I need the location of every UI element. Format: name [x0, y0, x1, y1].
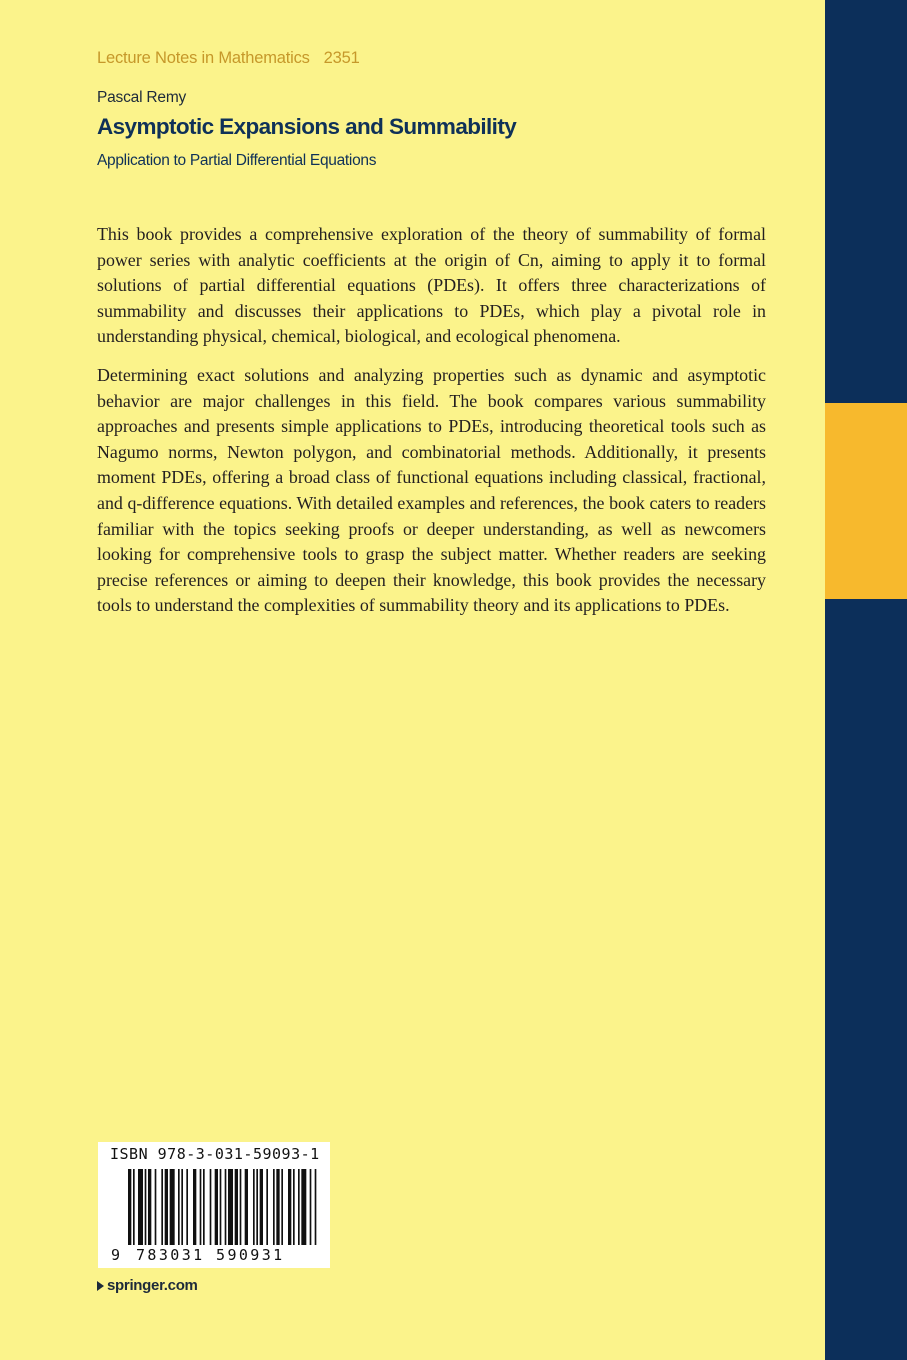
ean-digits: 783031 590931 — [136, 1246, 285, 1264]
ean-first-digit: 9 — [111, 1246, 121, 1264]
description-paragraph: Determining exact solutions and analyzing properties such as dynamic and asymptotic behavior are major challenges in this field. The book compares various summability approaches and presents simple applications to PDEs, introducing theoretical tools such as Nagumo norms, Newton polygon, and combinatorial methods. Additionally, it presents moment PDEs, offering a broad class of functional equations including classical, fractional, and q-difference equations. With detailed examples and references, the book caters to readers familiar with the topics seeking proofs or deeper understanding, as well as newcomers looking for comprehensive tools to grasp the subject matter. Whether readers are seeking precise references or aiming to deepen their knowledge, this book provides the necessary tools to understand the complexities of summability theory and its applications to PDEs. — [97, 364, 766, 616]
book-title: Asymptotic Expansions and Summability — [97, 114, 517, 139]
barcode-box — [98, 1142, 330, 1268]
series-line — [97, 49, 360, 68]
author-name: Pascal Remy — [97, 89, 187, 106]
description-paragraph: This book provides a comprehensive exploration of the theory of summability of formal power series with analytic coefficients at the origin of Cn, aiming to apply it to formal solutions of partial differential equations (PDEs). It offers three characterizations of summability and discusses their applications to PDEs, which play a pivotal role in understanding physical, chemical, biological, and ecological phenomena. — [97, 224, 766, 347]
website-label: springer.com — [107, 1277, 198, 1294]
barcode-icon — [128, 1169, 318, 1245]
arrow-right-icon — [97, 1281, 104, 1291]
cover-side-accent — [825, 403, 907, 599]
website-link[interactable] — [97, 1277, 198, 1294]
isbn-label: ISBN 978-3-031-59093-1 — [110, 1145, 320, 1163]
cover-side-bar — [825, 0, 907, 1360]
series-number: 2351 — [323, 49, 360, 67]
series-name: Lecture Notes in Mathematics — [97, 49, 310, 67]
description — [97, 222, 766, 632]
book-subtitle: Application to Partial Differential Equations — [97, 152, 377, 169]
